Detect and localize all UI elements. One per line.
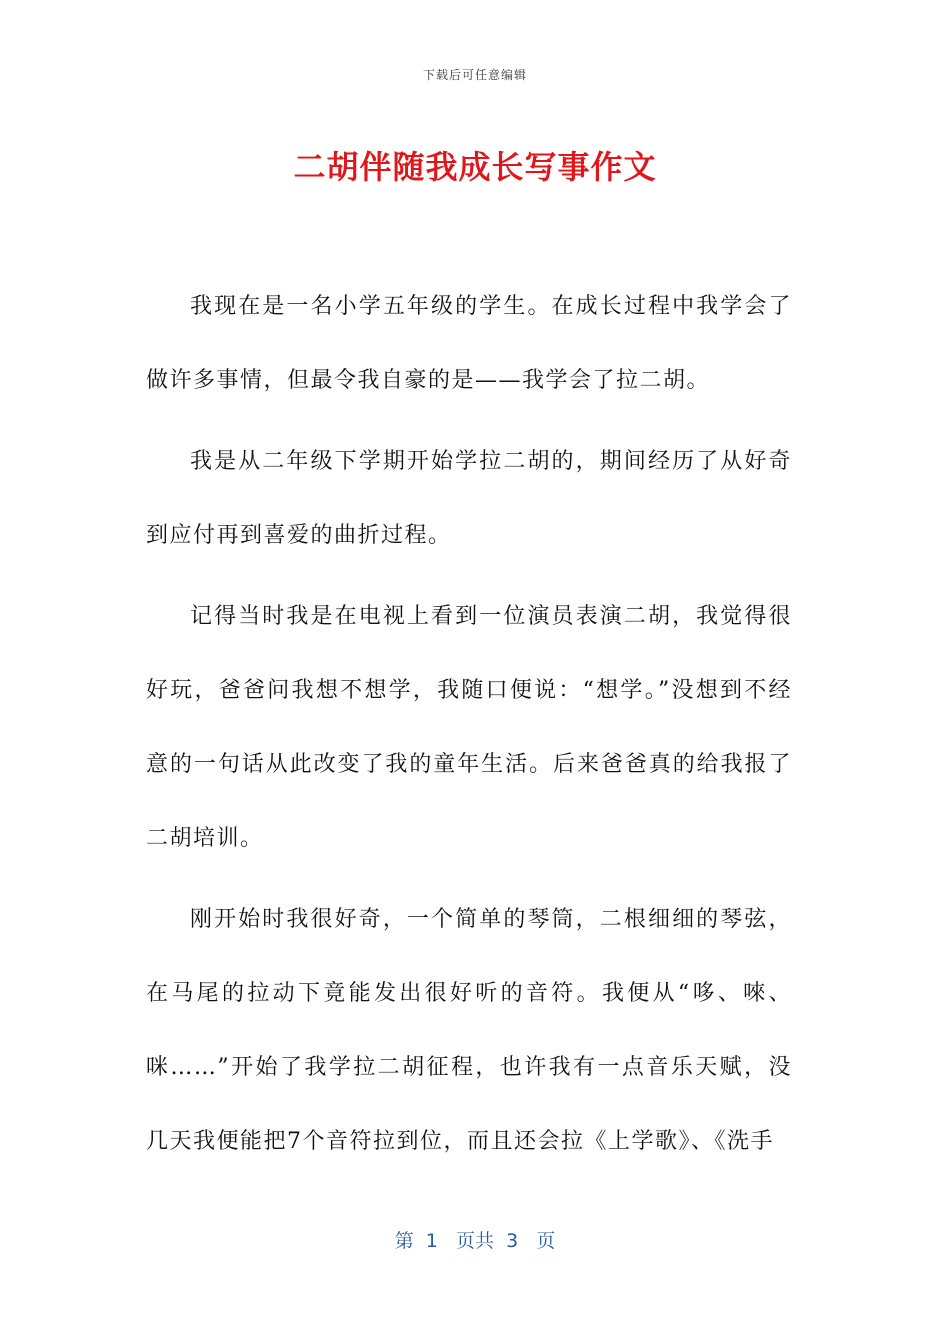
paragraph: 刚开始时我很好奇，一个简单的琴筒，二根细细的琴弦，在马尾的拉动下竟能发出很好听的音符。我便从“哆、唻、咪……”开始了我学拉二胡征程，也许我有一点音乐天赋，没几天我便能把7个音符拉到位，而且还会拉《上学歌》、《洗手 [146,907,792,1154]
document-body [146,270,792,1186]
header-note: 下载后可任意编辑 [422,68,527,82]
paragraph: 我是从二年级下学期开始学拉二胡的，期间经历了从好奇到应付再到喜爱的曲折过程。 [146,449,792,548]
document-title: 二胡伴随我成长写事作文 [293,148,657,186]
paragraph: 记得当时我是在电视上看到一位演员表演二胡，我觉得很好玩，爸爸问我想不想学，我随口便说：“想学。”没想到不经意的一句话从此改变了我的童年生活。后来爸爸真的给我报了二胡培训。 [146,604,792,851]
page-number-footer: 第 1 页共 3 页 [394,1230,556,1252]
paragraph: 我现在是一名小学五年级的学生。在成长过程中我学会了做许多事情，但最令我自豪的是——我学会了拉二胡。 [146,294,792,393]
